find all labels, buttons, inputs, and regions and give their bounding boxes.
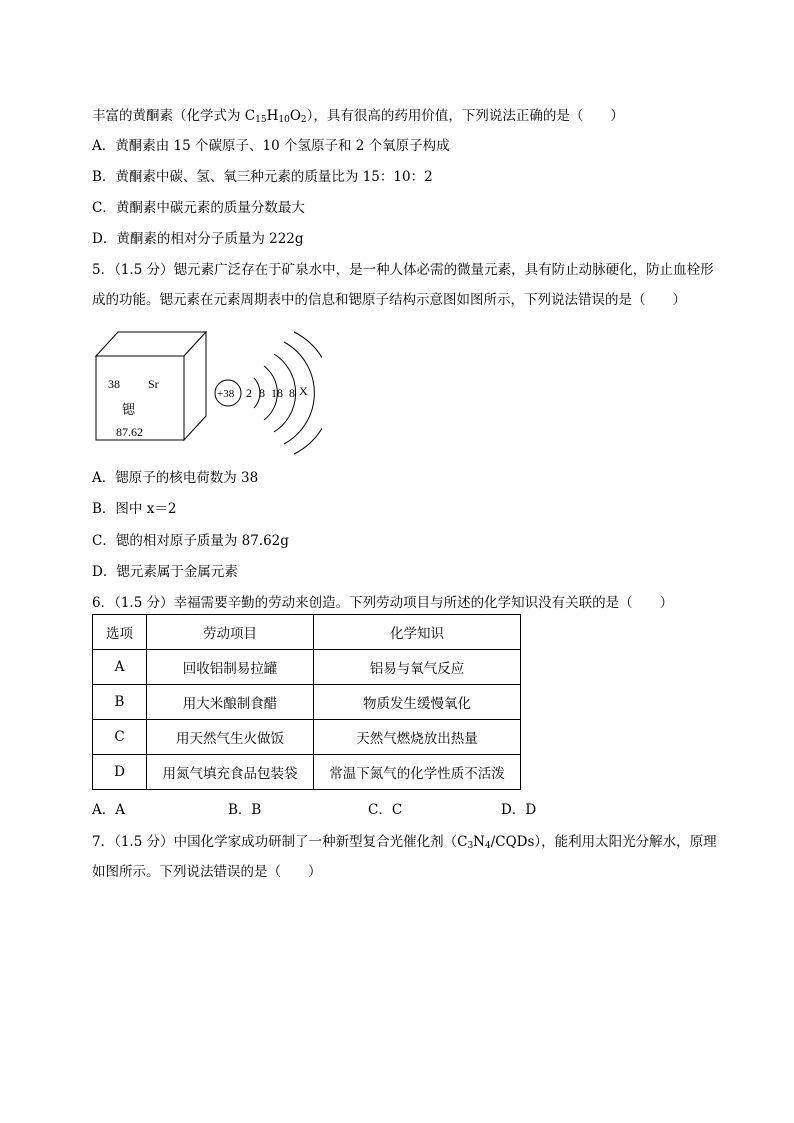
table-header-row bbox=[93, 615, 521, 650]
table-row bbox=[93, 755, 521, 790]
table-cell: D bbox=[93, 755, 147, 790]
q6-answer-options bbox=[92, 798, 552, 818]
q5-option-d: D．锶元素属于金属元素 bbox=[92, 564, 238, 580]
q7-stem-text: 7．（1.5 分）中国化学家成功研制了一种新型复合光催化剂（C bbox=[92, 834, 468, 850]
table-cell: 天然气燃烧放出热量 bbox=[314, 720, 521, 755]
q6-answer-a: A．A bbox=[92, 802, 125, 818]
q4-sub-10: 10 bbox=[278, 115, 290, 125]
table-header-labor: 劳动项目 bbox=[147, 615, 314, 650]
q7-sub-3: 3 bbox=[467, 841, 474, 851]
q7-stem-line2: 如图所示。下列说法错误的是（ ） bbox=[92, 864, 322, 880]
q6-table bbox=[92, 614, 521, 790]
table-header-option: 选项 bbox=[93, 615, 147, 650]
table-cell: 物质发生缓慢氧化 bbox=[314, 685, 521, 720]
periodic-element-cube bbox=[92, 326, 212, 446]
shell-electrons-3: 18 bbox=[271, 386, 283, 400]
q4-stem-o: O bbox=[289, 108, 301, 124]
table-cell: 回收铝制易拉罐 bbox=[147, 650, 314, 685]
q6-answer-d: D．D bbox=[501, 802, 537, 818]
q5-stem-line1: 5．（1.5 分）锶元素广泛存在于矿泉水中，是一种人体必需的微量元素，具有防止动脉硬化，防止血栓形 bbox=[92, 262, 714, 278]
q6-answer-b: B．B bbox=[228, 802, 262, 818]
q5-option-c: C．锶的相对原子质量为 87.62g bbox=[92, 533, 289, 549]
q6-stem: 6．（1.5 分）幸福需要辛勤的劳动来创造。下列劳动项目与所述的化学知识没有关联的是（ ） bbox=[92, 595, 674, 611]
q5-option-b: B．图中 x＝2 bbox=[92, 501, 177, 517]
q7-stem-line1 bbox=[92, 830, 717, 851]
element-symbol: Sr bbox=[148, 377, 159, 391]
shell-electrons-5: X bbox=[299, 384, 308, 398]
table-cell: 用氮气填充食品包装袋 bbox=[147, 755, 314, 790]
table-header-chemistry: 化学知识 bbox=[314, 615, 521, 650]
table-row bbox=[93, 720, 521, 755]
q4-stem bbox=[92, 104, 624, 125]
table-row bbox=[93, 685, 521, 720]
q4-option-c: C．黄酮素中碳元素的质量分数最大 bbox=[92, 200, 305, 216]
q4-sub-2: 2 bbox=[300, 115, 307, 125]
q7-sub-4: 4 bbox=[484, 841, 491, 851]
nucleus-charge: +38 bbox=[217, 388, 235, 400]
q4-option-a: A．黄酮素由 15 个碳原子、10 个氢原子和 2 个氧原子构成 bbox=[92, 138, 450, 154]
q4-option-b: B．黄酮素中碳、氢、氧三种元素的质量比为 15：10：2 bbox=[92, 169, 433, 185]
q7-stem-tail: /CQDs），能利用太阳光分解水，原理 bbox=[490, 834, 717, 850]
table-cell: B bbox=[93, 685, 147, 720]
q4-stem-h: H bbox=[266, 108, 279, 124]
table-cell: 常温下氮气的化学性质不活泼 bbox=[314, 755, 521, 790]
atom-structure-diagram bbox=[212, 326, 322, 456]
shell-electrons-4: 8 bbox=[289, 386, 295, 400]
q4-stem-tail: ），具有很高的药用价值，下列说法正确的是（ ） bbox=[306, 108, 624, 124]
shell-electrons-2: 8 bbox=[259, 386, 265, 400]
table-row bbox=[93, 650, 521, 685]
table-cell: A bbox=[93, 650, 147, 685]
table-cell: 用天然气生火做饭 bbox=[147, 720, 314, 755]
q6-answer-c: C．C bbox=[368, 802, 403, 818]
table-cell: 用大米酿制食醋 bbox=[147, 685, 314, 720]
table-cell: C bbox=[93, 720, 147, 755]
q4-stem-text: 丰富的黄酮素（化学式为 C bbox=[92, 108, 256, 124]
shell-electrons-1: 2 bbox=[246, 386, 252, 400]
q5-stem-line2: 成的功能。锶元素在元素周期表中的信息和锶原子结构示意图如图所示，下列说法错误的是（ ） bbox=[92, 292, 686, 308]
q4-sub-15: 15 bbox=[255, 115, 267, 125]
q4-option-d: D．黄酮素的相对分子质量为 222g bbox=[92, 231, 304, 247]
element-atomic-mass: 87.62 bbox=[116, 425, 143, 439]
element-name: 锶 bbox=[122, 403, 136, 418]
q5-option-a: A．锶原子的核电荷数为 38 bbox=[92, 470, 259, 486]
table-cell: 铝易与氧气反应 bbox=[314, 650, 521, 685]
element-atomic-number: 38 bbox=[108, 377, 120, 391]
q7-stem-n: N bbox=[473, 834, 485, 850]
